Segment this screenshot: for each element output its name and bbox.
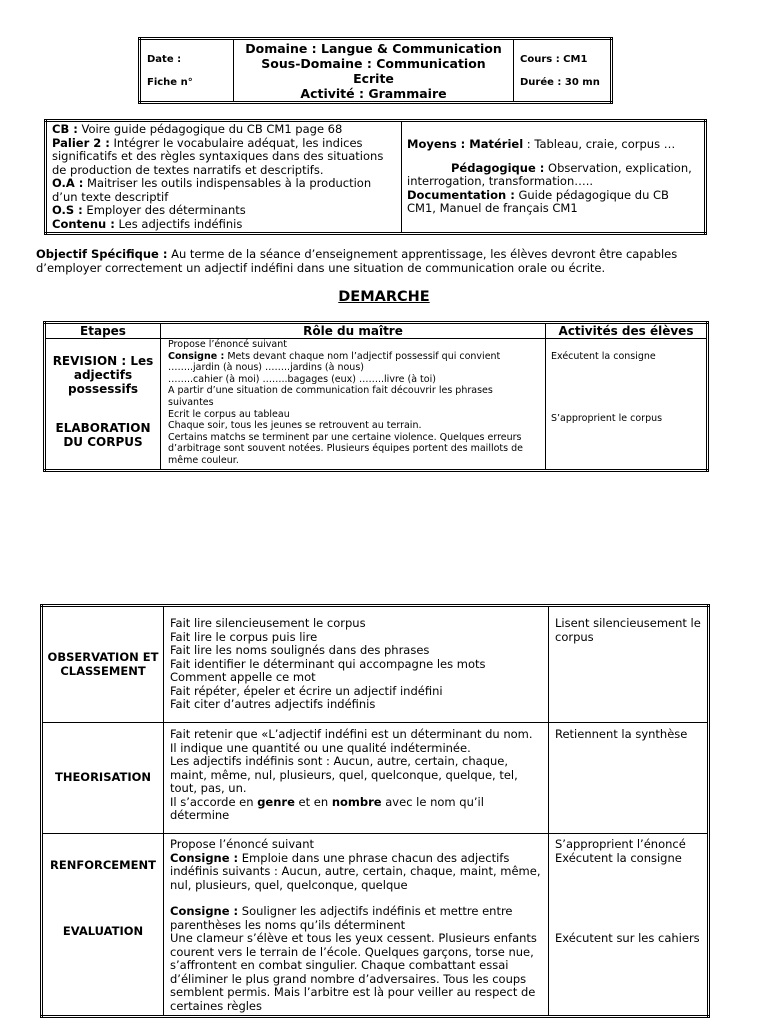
nombre-word: nombre [331,794,382,809]
role-observation [164,606,549,723]
demarche-table-2 [40,604,710,1018]
etape-renforcement: RENFORCEMENT [50,858,156,872]
role-line: Fait lire les noms soulignés dans des phrases [170,643,430,657]
contenu-label: Contenu : [52,216,115,231]
header-activites-eleves: Activités des élèves [546,323,708,339]
os-line [52,204,396,218]
table-row [42,834,709,1017]
activite-elaboration: S’approprient le corpus [551,412,663,424]
role-line: Ecrit le corpus au tableau [168,408,290,420]
activite-line: S’approprient l’énoncé [555,837,686,851]
pedagogique-text: Observation, explication, interrogation, transformation….. [407,160,692,189]
role-theorisation [164,723,549,834]
palier-text: Intégrer le vocabulaire adéquat, les indices significatifs et des règles syntaxiques dans des situations de production de textes narratifs et descriptifs. [52,135,384,177]
header-table [138,37,613,104]
etape-theorisation: THEORISATION [42,723,164,834]
activite-text: Activité : Grammaire [300,85,447,101]
activites-renforcement-evaluation [549,834,709,1017]
activite-theorisation: Retiennent la synthèse [549,723,709,834]
moyens-text: : Tableau, craie, corpus … [523,137,676,152]
info-left-cell [46,121,402,234]
cours-label: Cours : CM1 [520,53,588,65]
documentation-line [407,189,699,216]
moyens-line [407,138,699,152]
consigne-label: Consigne : [168,350,225,362]
etape-evaluation: EVALUATION [62,923,144,938]
table-row [42,606,709,723]
sous-domaine-text: Sous-Domaine : Communication [261,55,486,71]
role-line: Fait retenir que «L’adjectif indéfini est un déterminant du nom. Il indique une quantité ou une qualité indéterminée. [170,727,533,755]
date-fiche-cell [140,39,234,103]
cb-line [52,123,396,137]
oa-label: O.A : [52,176,84,190]
oa-line [52,177,396,204]
accord-text: Il s’accorde en [170,794,258,809]
role-line: Les adjectifs indéfinis sont : Aucun, autre, certain, chaque, maint, même, nul, plusieurs, quel, quelconque, quelque, tel, tout, pas, un. [170,754,518,795]
contenu-line [52,218,396,232]
role-line: Fait lire silencieusement le corpus [170,616,366,630]
sous-domaine-text-2: Ecrite [353,70,394,86]
domaine-text: Domaine : Langue & Communication [245,40,502,56]
evaluation-text: Une clameur s’élève et tous les yeux cessent. Plusieurs enfants courent vers le terrain de l’école. Quelques garçons, torse nue, s’affrontent en combat singulier. Chaque combattant essai d’éliminer le plus grand nombre d’adversaires. Tous les coups semblent permis. Mais l’arbitre est là pour veiller au respect de certaines règles [170,931,537,1013]
accord-text: et en [294,794,332,809]
etapes-renforcement-evaluation [42,834,164,1017]
activite-line: Exécutent la consigne [555,850,682,865]
consigne-text: Emploie dans une phrase chacun des adjectifs indéfinis suivants : Aucun, autre, certain, chaque, maint, même, nul, plusieurs, quel, quelconque, quelque [170,850,541,892]
table-row [42,723,709,834]
os-label: O.S : [52,203,83,217]
documentation-text: Guide pédagogique du CB CM1, Manuel de français CM1 [407,187,669,216]
moyens-label: Moyens : Matériel [407,137,524,152]
contenu-text: Les adjectifs indéfinis [114,216,243,231]
role-cell [161,339,546,471]
role-line: Chaque soir, tous les jeunes se retrouvent au terrain. [168,420,422,432]
date-label: Date : [147,53,182,65]
activites-cell [546,339,708,471]
oa-text: Maitriser les outils indispensables à la production d’un texte descriptif [52,176,372,204]
role-renforcement-evaluation [164,834,549,1017]
header-etapes: Etapes [45,323,161,339]
role-line: Fait citer d’autres adjectifs indéfinis [170,697,376,711]
role-line: Comment appelle ce mot [170,670,316,684]
demarche-title: DEMARCHE [338,289,430,305]
role-consigne-line [170,905,542,932]
documentation-label: Documentation : [407,187,515,202]
pedagogique-label: Pédagogique : [451,160,545,175]
consigne-label: Consigne : [170,904,239,918]
role-line: Fait identifier le déterminant qui accompagne les mots [170,656,486,671]
objectif-text: Au terme de la séance d’enseignement apprentissage, les élèves devront être capables d’employer correctement un adjectif indéfini dans une situation de communication orale ou écrite. [36,247,678,275]
role-line: Certains matchs se terminent par une certaine violence. Quelques erreurs d’arbitrage sont souvent notées. Plusieurs équipes portent des maillots de même couleur. [168,431,523,466]
info-table [44,119,707,235]
activite-revision: Exécutent la consigne [551,351,656,362]
table-header-row [45,323,708,339]
etapes-cell [45,339,161,471]
cours-duree-cell [514,39,612,103]
cb-label: CB : [52,122,78,136]
etape-observation: OBSERVATION ET CLASSEMENT [42,606,164,723]
pedagogique-line [407,162,699,189]
etape-revision: REVISION : Les adjectifs possessifs [52,354,154,396]
consigne-label: Consigne : [170,850,239,865]
etape-elaboration: ELABORATION DU CORPUS [55,421,151,449]
palier-line [52,137,396,178]
role-line: ……..jardin (à nous) ……..jardins (à nous) [168,362,364,374]
objectif-specifique [36,247,736,275]
demarche-table-1 [43,321,709,472]
consigne-text: Souligner les adjectifs indéfinis et mettre entre parenthèses les noms qu’ils déterminent [170,904,513,932]
consigne-text: Mets devant chaque nom l’adjectif possessif qui convient [224,350,501,362]
activite-observation: Lisent silencieusement le corpus [549,606,709,723]
objectif-label: Objectif Spécifique : [36,247,168,261]
palier-label: Palier 2 : [52,135,110,150]
cb-text: Voire guide pédagogique du CB CM1 page 68 [77,122,343,136]
role-accord-line [170,796,542,823]
domaine-cell [234,39,514,103]
fiche-label: Fiche n° [147,76,193,88]
role-consigne-line [170,852,542,893]
role-line: Fait lire le corpus puis lire [170,629,318,644]
activite-evaluation: Exécutent sur les cahiers [555,931,700,945]
role-line: ……..cahier (à moi) ……..bagages (eux) ……..livre (à toi) [168,373,436,385]
genre-word: genre [257,794,295,809]
role-line: Propose l’énoncé suivant [168,339,287,350]
role-line: A partir d’une situation de communication fait découvrir les phrases suivantes [168,385,493,408]
header-role-maitre: Rôle du maître [161,323,546,339]
role-line: Fait répéter, épeler et écrire un adjectif indéfini [170,683,443,698]
duree-label: Durée : 30 mn [520,76,600,88]
role-consigne-line [168,351,540,363]
role-line: Propose l’énoncé suivant [170,837,315,851]
table-row [45,339,708,471]
os-text: Employer des déterminants [82,203,246,217]
info-right-cell [402,121,706,234]
accord-text: avec le nom qu’il détermine [170,794,484,822]
